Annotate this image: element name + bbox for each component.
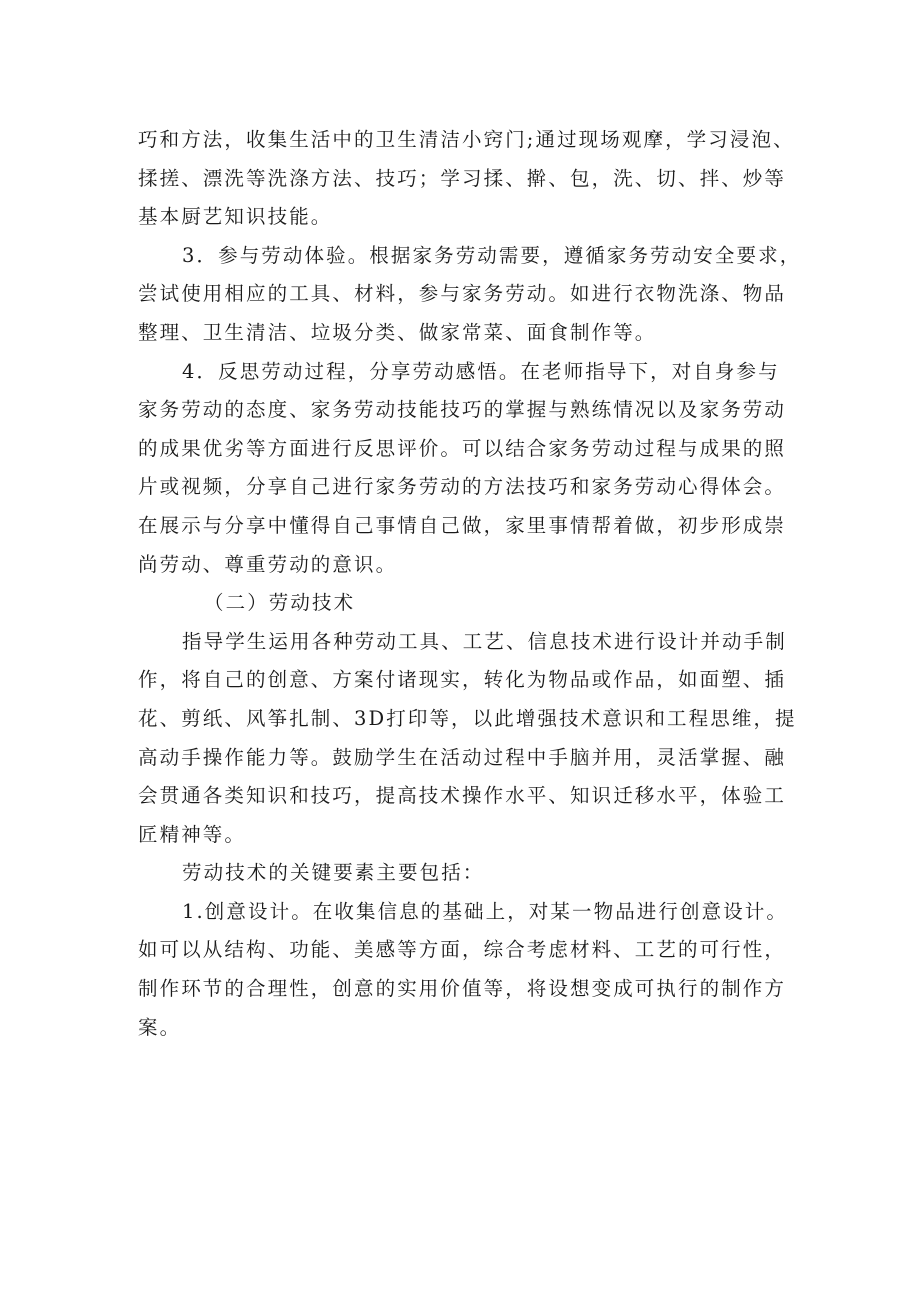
- text-line: 会贯通各类知识和技巧，提高技术操作水平、知识迁移水平，体验工: [138, 784, 787, 808]
- document-body: [138, 121, 802, 1047]
- text-line: 基本厨艺知识技能。: [138, 205, 333, 229]
- text-line: 高动手操作能力等。鼓励学生在活动过程中手脑并用，灵活掌握、融: [138, 745, 787, 769]
- text-line: 匠精神等。: [138, 822, 247, 846]
- text-line: 案。: [138, 1015, 182, 1039]
- text-line: 在展示与分享中懂得自己事情自己做，家里事情帮着做，初步形成崇: [138, 513, 787, 537]
- text-line: 的成果优劣等方面进行反思评价。可以结合家务劳动过程与成果的照: [138, 436, 787, 460]
- text-line: 整理、卫生清洁、垃圾分类、做家常菜、面食制作等。: [138, 320, 657, 344]
- text-line: 制作环节的合理性，创意的实用价值等，将设想变成可执行的制作方: [138, 977, 787, 1001]
- text-line: 尝试使用相应的工具、材料，参与家务劳动。如进行衣物洗涤、物品: [138, 282, 787, 306]
- text-line: 如可以从结构、功能、美感等方面，综合考虑材料、工艺的可行性，: [138, 938, 787, 962]
- text-line: 片或视频，分享自己进行家务劳动的方法技巧和家务劳动心得体会。: [138, 475, 787, 499]
- section-heading: （二）劳动技术: [204, 591, 356, 615]
- text-line: 作，将自己的创意、方案付诸现实，转化为物品或作品，如面塑、插: [138, 668, 787, 692]
- text-line: 家务劳动的态度、家务劳动技能技巧的掌握与熟练情况以及家务劳动: [138, 398, 787, 422]
- text-line: 1.创意设计。在收集信息的基础上，对某一物品进行创意设计。: [182, 899, 789, 923]
- text-line: 3．参与劳动体验。根据家务劳动需要，遵循家务劳动安全要求，: [182, 243, 802, 267]
- text-line: 尚劳动、尊重劳动的意识。: [138, 552, 398, 576]
- text-line: 4．反思劳动过程，分享劳动感悟。在老师指导下，对自身参与: [182, 359, 780, 383]
- text-line: 巧和方法，收集生活中的卫生清洁小窍门;通过现场观摩，学习浸泡、: [138, 128, 795, 151]
- text-line: 揉搓、漂洗等洗涤方法、技巧；学习揉、擀、包，洗、切、拌、炒等: [138, 166, 787, 190]
- text-line: 指导学生运用各种劳动工具、工艺、信息技术进行设计并动手制: [182, 629, 787, 653]
- text-line: 劳动技术的关键要素主要包括：: [182, 861, 485, 885]
- text-line: 花、剪纸、风筝扎制、3D打印等，以此增强技术意识和工程思维，提: [138, 706, 797, 730]
